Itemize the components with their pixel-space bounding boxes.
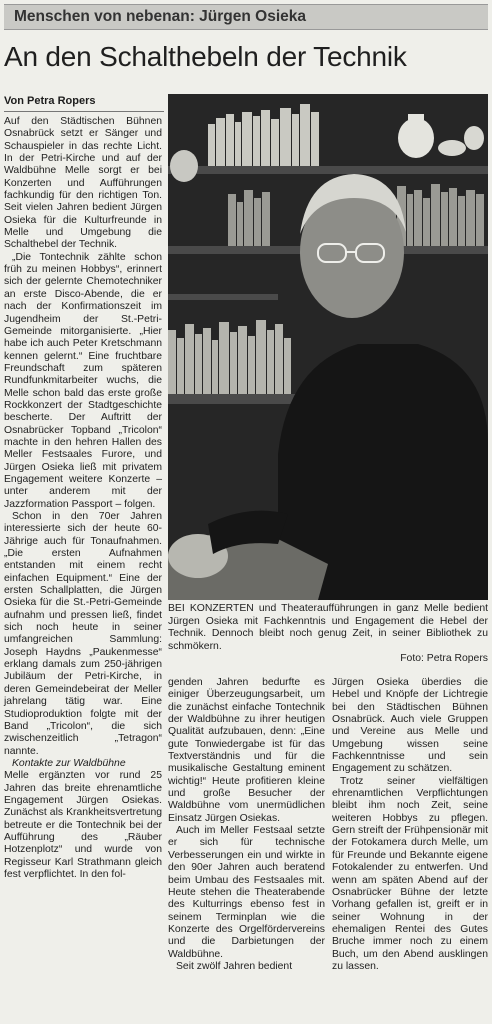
portrait-photo [168, 94, 488, 600]
caption-lead: BEI KONZERTEN [168, 603, 254, 614]
paragraph: „Die Tontechnik zählte schon früh zu meinen Hobbys“, erinnert sich der gelernte Chemotechniker an erste Disco-Abende, die er nach der Konfirmationszeit im Jugendheim der St.-Petri-Gemeinde mitorganisierte. „Hier habe ich auch Peter Kretschmann kennen gelernt.“ Eine fruchtbare Freundschaft zum späteren Rundfunkmitarbeiter wuchs, die Melle schon bald das erste große Rockkonzert der Stadtgeschichte bescherte. Der Auftritt der Osnabrücker Topband „Tricolon“ machte in den hehren Hallen des Meller Festsaales Furore, und Jürgen Osieka ließ mit privatem Engagement weitere Konzerte – unter anderem mit der Jazzformation Passport – folgen. [4, 251, 162, 510]
article-column-2 [168, 677, 325, 1022]
paragraph: Jürgen Osieka überdies die Hebel und Knöpfe der Lichtregie bei den Städtischen Bühnen Osnabrück. Auch viele Gruppen und Vereine aus Melle und Umgebung wissen seine Fachkenntnisse und sein Engagement zu schätzen. [332, 677, 488, 775]
article-column-3 [332, 677, 488, 1022]
subheading: Kontakte zur Waldbühne [12, 757, 126, 769]
paragraph: genden Jahren bedurfte es einiger Überzeugungsarbeit, um die zunächst einfache Tontechnik der Waldbühne zu ihrer heutigen Qualität aufzubauen, denn: „Eine gute Tonwiedergabe ist für das Textverständnis und für die musikalische Gestaltung eminent wichtig!“ Heute profitieren kleine und große Besucher der Waldbühne vom unermüdlichen Einsatz Jürgen Osiekas. [168, 677, 325, 824]
paragraph: Schon in den 70er Jahren interessierte sich der heute 60-Jährige auch für Tonaufnahmen. „Die ersten Aufnahmen entstanden mit einem recht einfachen Equipment.“ Eine der ersten Schallplatten, die Jürgen Osieka für die St.-Petri-Gemeinde aufnahm und pressen ließ, findet sich noch heute in seiner umfangreichen Sammlung: Joseph Haydns „Paukenmesse“ erklang damals zum 250-jährigen Jubiläum der Petri-Kirche, in deren Gemeindebeirat der Meller jahrelang tätig war. Eine Studioproduktion folgte mit der Band „Tricolon“, die sich zwischenzeitlich „Tetragon“ nannte. [4, 511, 162, 757]
photo-caption [168, 603, 488, 666]
paragraph: Trotz seiner vielfältigen ehrenamtlichen Verpflichtungen bleibt ihm noch Zeit, seine weiteren Hobbys zu pflegen. Gern streift der Frühpensionär mit der Fotokamera durch Melle, um für Freunde und Bekannte eigene Fotokalender zu entwerfen. Und wenn am späten Abend auf der Osnabrücker Bühne der letzte Vorhang gefallen ist, greift er in seiner Wohnung in der ehemaligen Rentei des Gutes Bruche immer noch zu einem Buch, um den Abend ausklingen zu lassen. [332, 775, 488, 972]
paragraph: Seit zwölf Jahren bedient [176, 960, 293, 972]
paragraph: Auf den Städtischen Bühnen Osnabrück setzt er Sänger und Schauspieler in das rechte Licht. In der Petri-Kirche und auf der Waldbühne Melle sorgt er bei Konzerten und Aufführungen fachkundig für den richtigen Ton. Seit vielen Jahren bedient Jürgen Osieka für die Kulturfreunde in Melle und Umgebung die Schalthebel der Technik. [4, 116, 162, 251]
photo-credit: Foto: Petra Ropers [400, 653, 488, 664]
paragraph: Melle ergänzten vor rund 25 Jahren das breite ehrenamtliche Engagement Jürgen Osiekas. Zunächst als Krankheitsvertretung betreute er die Tontechnik bei der Aufführung des „Räuber Hotzenplotz“ und wurde von Regisseur Karl Strathmann gleich fest verpflichtet. In den fol- [4, 770, 162, 880]
paragraph: Auch im Meller Festsaal setzte er sich für technische Verbesserungen ein und wirkte in den 90er Jahren auch beratend beim Umbau des Festsaales mit. Heute stehen die Theaterabende des Kulturrings ebenso fest in seinem Terminplan wie die Konzerte des Orgelfördervereins und die Darbietungen der Waldbühne. [168, 825, 325, 960]
article-headline: An den Schalthebeln der Technik [4, 41, 407, 72]
article-column-1 [4, 116, 162, 1022]
article-byline: Von Petra Ropers [4, 94, 164, 112]
caption-text: und Theateraufführungen in ganz Melle bedient Jürgen Osieka mit Fachkenntnis und Engagement die Hebel der Technik. Dennoch bleibt noch genug Zeit, in seiner Bibliothek zu schmökern. [168, 603, 489, 652]
article-kicker: Menschen von nebenan: Jürgen Osieka [4, 4, 488, 30]
photo-illustration [168, 94, 488, 600]
